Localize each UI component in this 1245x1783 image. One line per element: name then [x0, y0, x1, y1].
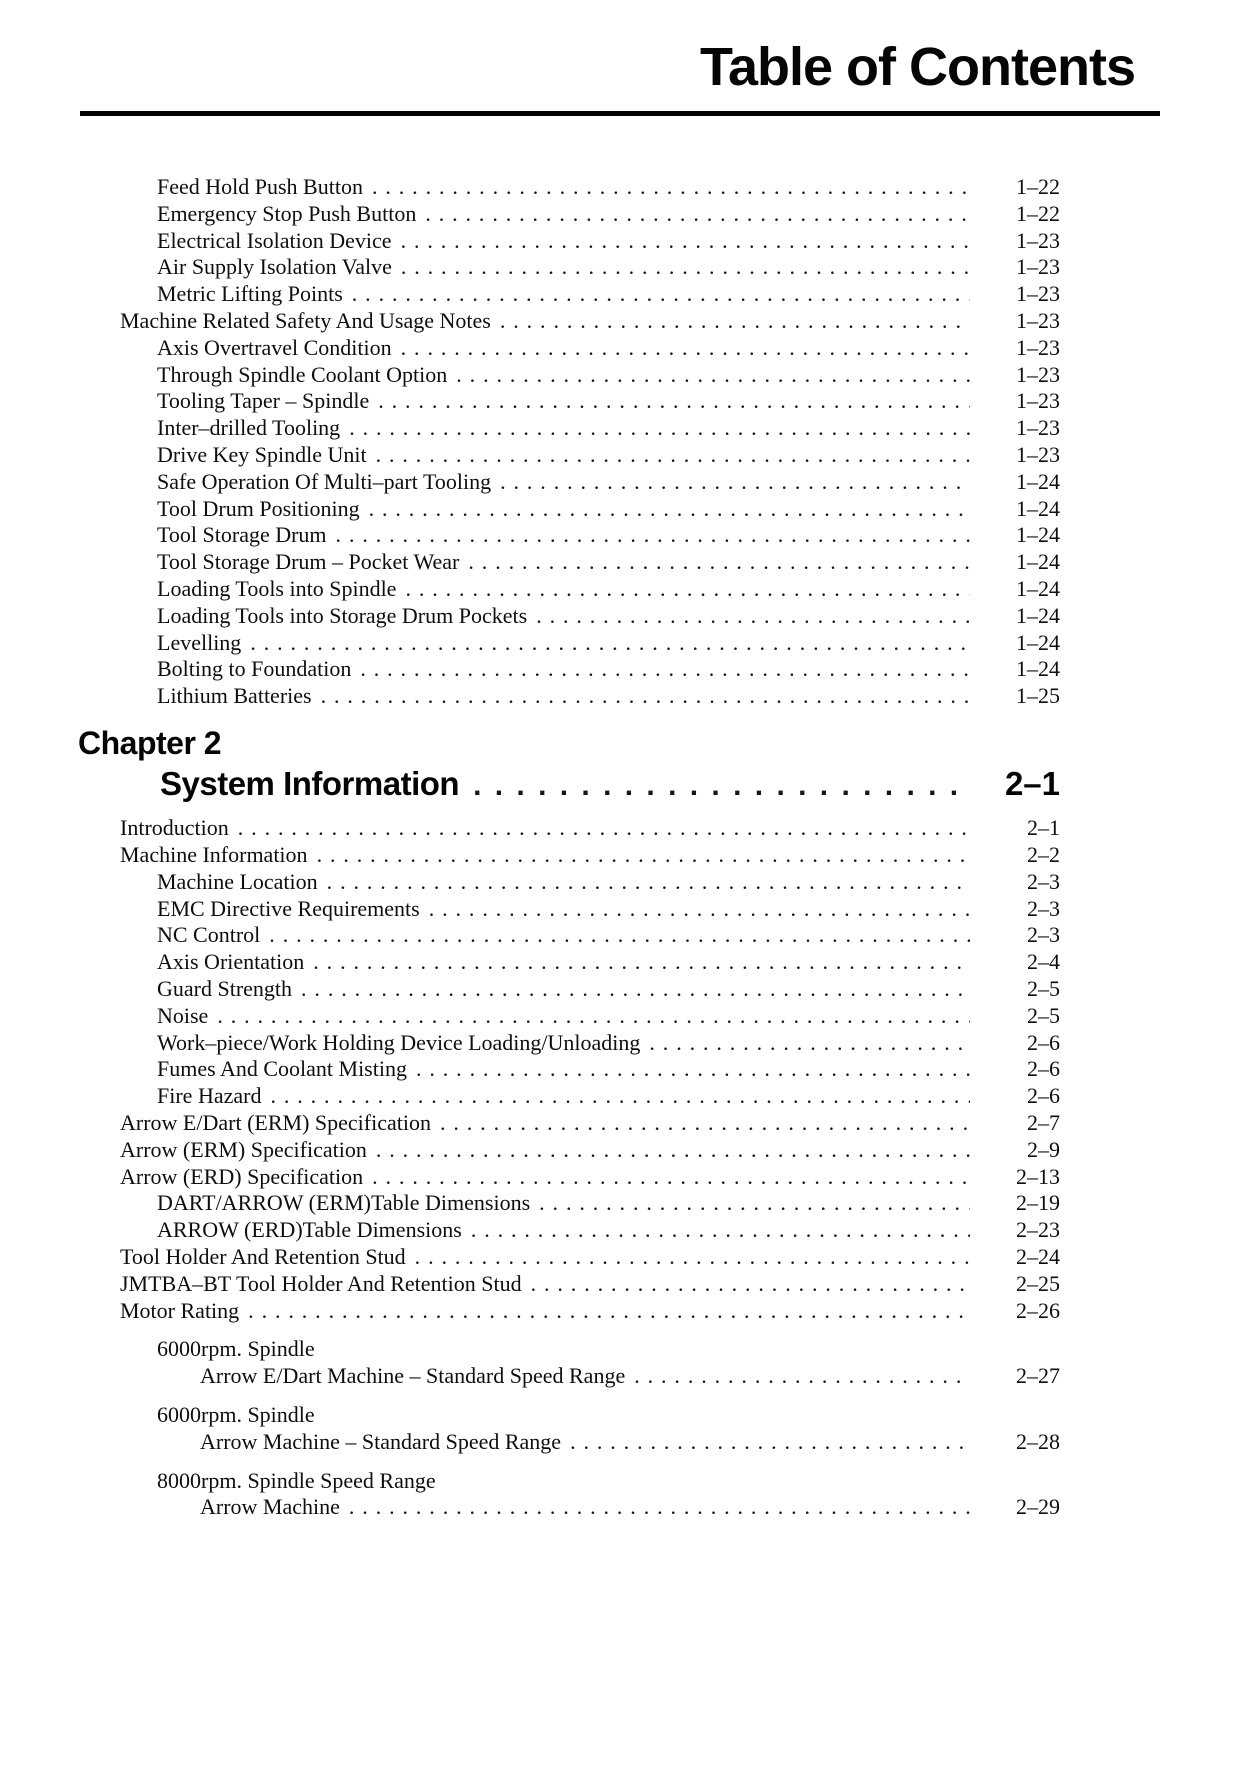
toc-leader-dots: [401, 254, 970, 281]
toc-entry: [78, 254, 1060, 281]
toc-leader-dots: [456, 362, 970, 389]
toc-entry: [78, 976, 1060, 1003]
toc-entry: [78, 1494, 1060, 1521]
toc-entry: [78, 869, 1060, 896]
toc-entry: [78, 1217, 1060, 1244]
toc-leader-dots: [536, 603, 970, 630]
toc-entry: [78, 281, 1060, 308]
toc-entry-label: Fumes And Coolant Misting: [157, 1056, 407, 1082]
toc-entry-page: 2–19: [1016, 1190, 1060, 1216]
chapter-page-number: 2–1: [1004, 764, 1060, 802]
toc-entry-page: 1–23: [1016, 441, 1060, 467]
toc-entry-label: Feed Hold Push Button: [157, 174, 363, 199]
toc-entry-label: Tooling Taper – Spindle: [157, 388, 370, 414]
toc-entry: [78, 442, 1060, 469]
toc-entry: [78, 656, 1060, 683]
toc-leader-dots: [468, 549, 970, 576]
toc-entry-page: 1–24: [1016, 575, 1060, 601]
toc-entry-page: 2–9: [1027, 1136, 1060, 1162]
toc-leader-dots: [372, 1164, 970, 1191]
toc-leader-dots: [349, 1494, 970, 1521]
toc-entry-page: 2–27: [1016, 1363, 1060, 1389]
toc-leader-dots: [352, 281, 970, 308]
toc-entry-page: 2–26: [1016, 1297, 1060, 1323]
toc-entry-page: 1–24: [1016, 468, 1060, 494]
toc-entry-label: Tool Drum Positioning: [157, 495, 360, 521]
toc-leader-dots: [372, 174, 970, 201]
toc-entry-page: 2–25: [1016, 1270, 1060, 1296]
toc-entry-label: Tool Storage Drum – Pocket Wear: [157, 549, 460, 575]
toc-leader-dots: [429, 896, 970, 923]
toc-leader-dots: [269, 922, 970, 949]
toc-entry-label: Air Supply Isolation Valve: [157, 254, 392, 280]
toc-entry: [78, 1298, 1060, 1325]
toc-leader-dots: [378, 388, 970, 415]
toc-entry-page: 2–4: [1027, 949, 1060, 975]
toc-entry-label: Motor Rating: [120, 1297, 240, 1323]
toc-entry-label: Metric Lifting Points: [157, 281, 343, 307]
toc-entry-label: Guard Strength: [157, 975, 293, 1001]
toc-entry-label: DART/ARROW (ERM)Table Dimensions: [157, 1190, 531, 1216]
toc-leader-dots: [270, 1083, 970, 1110]
toc-entry-page: 1–23: [1016, 254, 1060, 280]
toc-entry-page: 1–24: [1016, 495, 1060, 521]
toc-leader-dots: [539, 1190, 970, 1217]
toc-entry-page: 1–24: [1016, 656, 1060, 682]
toc-entry: [78, 1164, 1060, 1191]
toc-entry-label: Tool Storage Drum: [157, 522, 327, 548]
toc-entry-page: 2–3: [1027, 922, 1060, 948]
toc-entry-label: Arrow E/Dart (ERM) Specification: [120, 1109, 431, 1135]
toc-leader-dots: [416, 1056, 970, 1083]
toc-entry-label: Arrow (ERD) Specification: [120, 1163, 364, 1189]
toc-entry-page: 1–23: [1016, 281, 1060, 307]
toc-entry-page: 2–6: [1027, 1083, 1060, 1109]
toc-entry: [78, 815, 1060, 842]
toc-leader-dots: [349, 415, 970, 442]
toc-entry-label: Arrow Machine – Standard Speed Range: [200, 1428, 562, 1454]
toc-leader-dots: [301, 976, 970, 1003]
toc-entry: [78, 1110, 1060, 1137]
toc-entry: [78, 522, 1060, 549]
toc-entry-page: 2–28: [1016, 1428, 1060, 1454]
toc-leader-dots: [500, 469, 970, 496]
toc-leader-dots: [634, 1363, 970, 1390]
toc-leader-dots: [248, 1298, 970, 1325]
toc-entry: [78, 1468, 1060, 1495]
toc-entry-page: 2–23: [1016, 1217, 1060, 1243]
toc-entry-label: 6000rpm. Spindle: [157, 1336, 315, 1362]
toc-entry: [78, 1402, 1060, 1429]
toc-entry-page: 1–24: [1016, 549, 1060, 575]
toc-entry-label: 6000rpm. Spindle: [157, 1401, 315, 1427]
toc-leader-dots: [317, 842, 970, 869]
toc-entry: [78, 496, 1060, 523]
toc-entry-label: Axis Overtravel Condition: [157, 334, 392, 360]
toc-entry: [78, 1056, 1060, 1083]
toc-entry-page: 2–5: [1027, 975, 1060, 1001]
toc-entry-label: Electrical Isolation Device: [157, 227, 392, 253]
toc-entry-page: 1–22: [1016, 174, 1060, 199]
toc-entry: [78, 1271, 1060, 1298]
toc-entry-label: Tool Holder And Retention Stud: [120, 1243, 406, 1269]
toc-leader-dots: [500, 308, 970, 335]
toc-entry-page: 1–23: [1016, 334, 1060, 360]
toc-leader-dots: [401, 228, 970, 255]
toc-entry: [78, 335, 1060, 362]
toc-entry-label: Inter–drilled Tooling: [157, 415, 341, 441]
toc-entry: [78, 1030, 1060, 1057]
toc-entry-page: 2–6: [1027, 1056, 1060, 1082]
toc-entry: [78, 949, 1060, 976]
toc-leader-dots: [336, 522, 970, 549]
toc-entry: [78, 1190, 1060, 1217]
toc-leader-dots: [649, 1030, 970, 1057]
toc-entry-label: Machine Related Safety And Usage Notes: [120, 307, 491, 333]
toc-leader-dots: [440, 1110, 970, 1137]
toc-entry-page: 1–23: [1016, 415, 1060, 441]
toc-leader-dots: [471, 1217, 970, 1244]
toc-leader-dots: [250, 630, 970, 657]
toc-entry-page: 1–23: [1016, 227, 1060, 253]
toc-leader-dots: [401, 335, 970, 362]
toc-entry-label: Safe Operation Of Multi–part Tooling: [157, 468, 492, 494]
toc-entry-page: 2–29: [1016, 1494, 1060, 1520]
toc-entry: [78, 1083, 1060, 1110]
toc-entry-label: Loading Tools into Storage Drum Pockets: [157, 602, 528, 628]
toc-entry: [78, 1244, 1060, 1271]
toc-entry: [78, 388, 1060, 415]
toc-entry-page: 2–2: [1027, 841, 1060, 867]
toc-entry-page: 2–6: [1027, 1029, 1060, 1055]
toc-entry: [78, 469, 1060, 496]
chapter1-entry-list: [78, 174, 1060, 710]
toc-leader-dots: [327, 869, 970, 896]
toc-leader-dots: [313, 949, 970, 976]
toc-entry-page: 1–24: [1016, 522, 1060, 548]
title-rule: [80, 111, 1160, 116]
toc-leader-dots: [376, 1137, 970, 1164]
toc-entry-label: Fire Hazard: [157, 1083, 262, 1109]
toc-entry: [78, 842, 1060, 869]
toc-leader-dots: [376, 442, 970, 469]
toc-leader-dots: [570, 1429, 970, 1456]
page-header: [0, 37, 1245, 116]
toc-entry: [78, 415, 1060, 442]
toc-entry-page: 1–23: [1016, 361, 1060, 387]
toc-leader-dots: [321, 683, 970, 710]
toc-entry-label: 8000rpm. Spindle Speed Range: [157, 1467, 436, 1493]
toc-entry-page: 2–5: [1027, 1002, 1060, 1028]
toc-entry-page: 2–7: [1027, 1109, 1060, 1135]
toc-entry-page: 2–3: [1027, 868, 1060, 894]
chapter2-entry-list: [78, 815, 1060, 1521]
toc-leader-dots: [369, 496, 970, 523]
toc-entry-label: JMTBA–BT Tool Holder And Retention Stud: [120, 1270, 522, 1296]
toc-entry: [78, 576, 1060, 603]
toc-entry-page: 2–13: [1016, 1163, 1060, 1189]
toc-entry: [78, 683, 1060, 710]
toc-leader-dots: [415, 1244, 970, 1271]
toc-entry: [78, 308, 1060, 335]
toc-entry-label: Machine Location: [157, 868, 318, 894]
toc-entry: [78, 362, 1060, 389]
toc-entry: [78, 1429, 1060, 1456]
toc-leader-dots: [405, 576, 970, 603]
chapter-title-row: [78, 763, 1060, 805]
toc-entry-page: 2–1: [1027, 815, 1060, 841]
toc-entry-page: 1–24: [1016, 629, 1060, 655]
toc-leader-dots: [217, 1003, 970, 1030]
toc-entry: [78, 174, 1060, 201]
toc-entry-label: NC Control: [157, 922, 261, 948]
toc-entry-page: 1–24: [1016, 602, 1060, 628]
toc-entry: [78, 896, 1060, 923]
toc-entry-page: 1–23: [1016, 307, 1060, 333]
toc-entry-label: Noise: [157, 1002, 209, 1028]
toc-entry-label: Levelling: [157, 629, 242, 655]
toc-entry: [78, 1003, 1060, 1030]
toc-entry-label: Arrow E/Dart Machine – Standard Speed Range: [200, 1363, 626, 1389]
toc-entry: [78, 228, 1060, 255]
toc-entry-label: Loading Tools into Spindle: [157, 575, 397, 601]
toc-entry-label: Arrow (ERM) Specification: [120, 1136, 367, 1162]
toc-entry-label: Work–piece/Work Holding Device Loading/Unloading: [157, 1029, 641, 1055]
page-title: Table of Contents: [700, 37, 1135, 97]
toc-entry-label: Through Spindle Coolant Option: [157, 361, 448, 387]
toc-entry: [78, 201, 1060, 228]
toc-entry-label: Emergency Stop Push Button: [157, 200, 417, 226]
toc-entry-page: 2–24: [1016, 1243, 1060, 1269]
toc-entry-label: Introduction: [120, 815, 229, 841]
toc-entry: [78, 1363, 1060, 1390]
toc-entry: [78, 1336, 1060, 1363]
toc-entry-label: EMC Directive Requirements: [157, 895, 420, 921]
toc-entry-page: 1–25: [1016, 683, 1060, 709]
toc-entry: [78, 630, 1060, 657]
toc-entry-page: 1–22: [1016, 200, 1060, 226]
toc-entry: [78, 603, 1060, 630]
chapter-leader-dots: [473, 767, 963, 805]
toc-leader-dots: [425, 201, 970, 228]
toc-entry: [78, 549, 1060, 576]
toc-leader-dots: [531, 1271, 970, 1298]
toc-entry-label: Machine Information: [120, 841, 308, 867]
toc-entry-label: Lithium Batteries: [157, 683, 312, 709]
chapter2-heading: [78, 725, 1060, 804]
toc-entry: [78, 1137, 1060, 1164]
toc-entry-label: Arrow Machine: [200, 1494, 340, 1520]
toc-leader-dots: [238, 815, 970, 842]
toc-entry-label: ARROW (ERD)Table Dimensions: [157, 1217, 462, 1243]
chapter-number: Chapter 2: [78, 724, 222, 761]
chapter-title: System Information: [160, 764, 460, 802]
toc-entry-page: 2–3: [1027, 895, 1060, 921]
table-of-contents: [78, 174, 1060, 1521]
toc-entry-label: Axis Orientation: [157, 949, 305, 975]
toc-entry-label: Drive Key Spindle Unit: [157, 441, 367, 467]
toc-leader-dots: [360, 656, 970, 683]
toc-entry-page: 1–23: [1016, 388, 1060, 414]
toc-entry-label: Bolting to Foundation: [157, 656, 352, 682]
toc-entry: [78, 922, 1060, 949]
